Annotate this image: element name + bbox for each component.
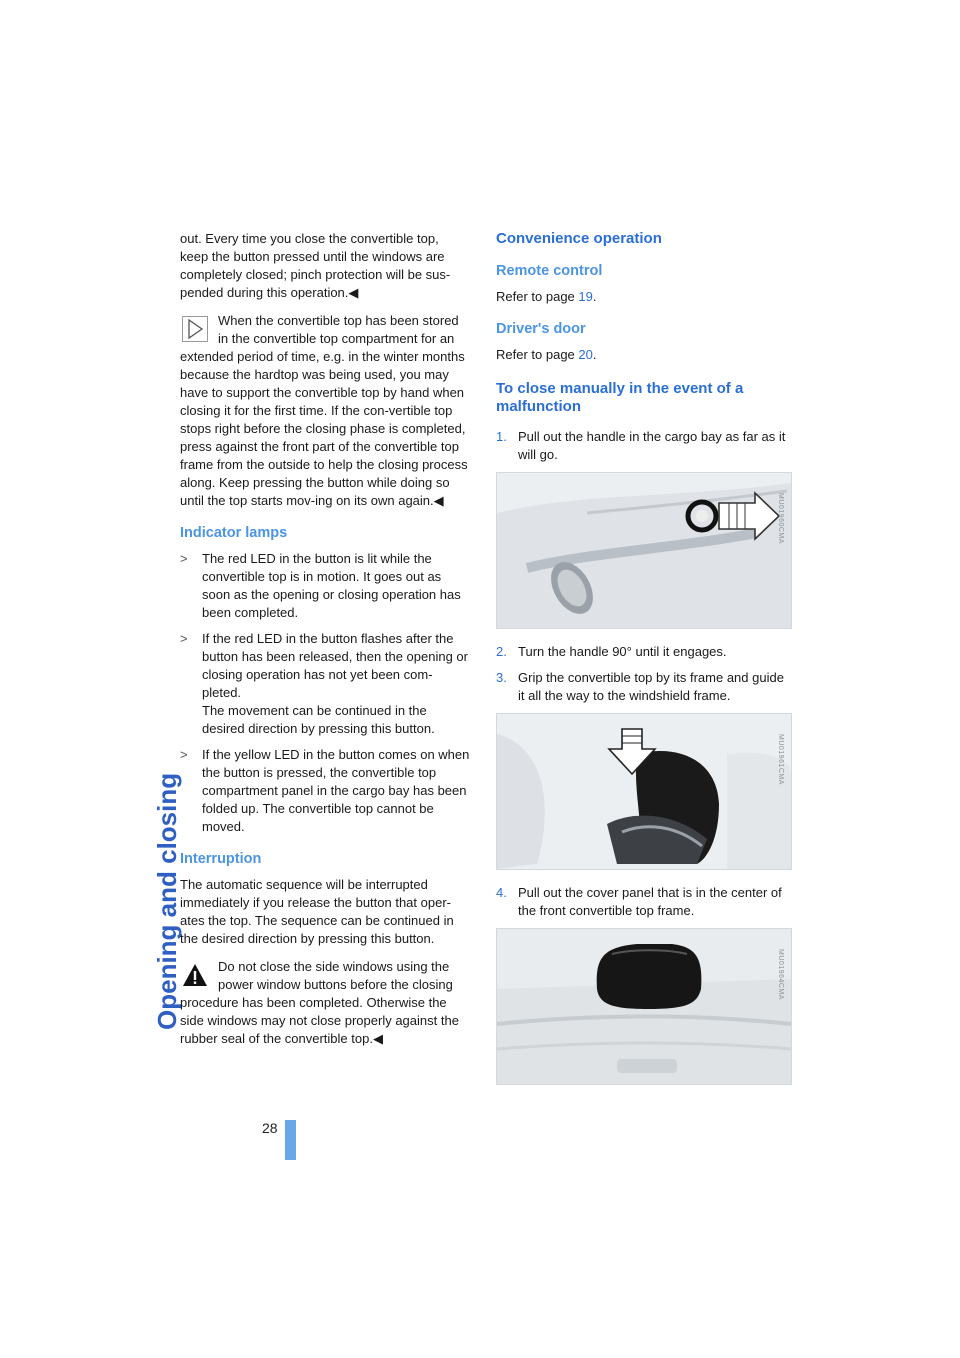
drivers-door-heading: Driver's door <box>496 321 586 337</box>
warning-block <box>180 958 470 1048</box>
figure-code: MU01960CMA <box>777 493 784 544</box>
cargo-handle-illustration <box>497 473 791 628</box>
list-item: 2. Turn the handle 90° until it engages. <box>496 644 727 659</box>
intro-paragraph: out. Every time you close the convertible top, keep the button pressed until the windows are completely closed; pinch protection will be sus-pended during this operation.◀ <box>180 231 451 300</box>
page-number-bar <box>285 1120 296 1160</box>
convenience-heading: Convenience operation <box>496 230 662 247</box>
side-section-title: Opening and closing <box>152 772 182 1030</box>
left-column <box>180 230 470 1058</box>
page-link[interactable]: 19 <box>578 289 593 304</box>
cover-panel-illustration <box>497 929 791 1084</box>
manual-close-heading: To close manually in the event of a malfunction <box>496 380 744 415</box>
figure-cover-panel <box>496 928 792 1085</box>
play-triangle-icon <box>182 316 208 342</box>
list-item: > If the yellow LED in the button comes on when the button is pressed, the convertible top compartment panel in the cargo bay has been folded up. The convertible top cannot be moved. <box>180 747 470 834</box>
warning-text: Do not close the side windows using the power window buttons before the closing procedure has been completed. Otherwise the side windows may not close properly against the rubber seal of the convertible top.◀ <box>180 959 459 1046</box>
list-item: > If the red LED in the button flashes after the button has been released, then the opening or closing operation has not yet been com-pleted. The movement can be continued in the desired direction by pressing this button. <box>180 631 468 736</box>
note-text: When the convertible top has been stored in the convertible top compartment for an extended period of time, e.g. in the winter months because the hardtop was being used, you may have to support the convertible top by hand when closing it for the first time. If the con-vertible top stops right before the closing phase is completed, press against the front part of the convertible top frame from the outside to help the closing process along. Keep pressing the button while doing so until the top starts mov-ing on its own again.◀ <box>180 313 468 508</box>
right-column <box>496 230 790 1099</box>
list-item: 4. Pull out the cover panel that is in the center of the front convertible top frame. <box>496 885 782 918</box>
indicator-lamps-heading: Indicator lamps <box>180 525 288 541</box>
drivers-door-text: Refer to page 20. <box>496 347 597 362</box>
list-item: > The red LED in the button is lit while the convertible top is in motion. It goes out as soon as the opening or closing operation has been completed. <box>180 551 461 620</box>
figure-code: MU01964CMA <box>777 949 784 1000</box>
interruption-text: The automatic sequence will be interrupted immediately if you release the button that oper-ates the top. The sequence can be continued in the desired direction by pressing this button. <box>180 877 454 946</box>
remote-control-text: Refer to page 19. <box>496 289 597 304</box>
figure-code: MU01961CMA <box>777 734 784 785</box>
figure-guide-top-frame <box>496 713 792 870</box>
top-frame-illustration <box>497 714 791 869</box>
interruption-heading: Interruption <box>180 851 262 867</box>
note-block <box>180 312 470 510</box>
remote-control-heading: Remote control <box>496 263 603 279</box>
list-item: 1. Pull out the handle in the cargo bay as far as it will go. <box>496 429 786 462</box>
warning-triangle-icon <box>182 962 208 988</box>
page-number: 28 <box>262 1120 278 1136</box>
figure-handle-cargo-bay <box>496 472 792 629</box>
list-item: 3. Grip the convertible top by its frame and guide it all the way to the windshield frame. <box>496 670 784 703</box>
page-link[interactable]: 20 <box>578 347 593 362</box>
